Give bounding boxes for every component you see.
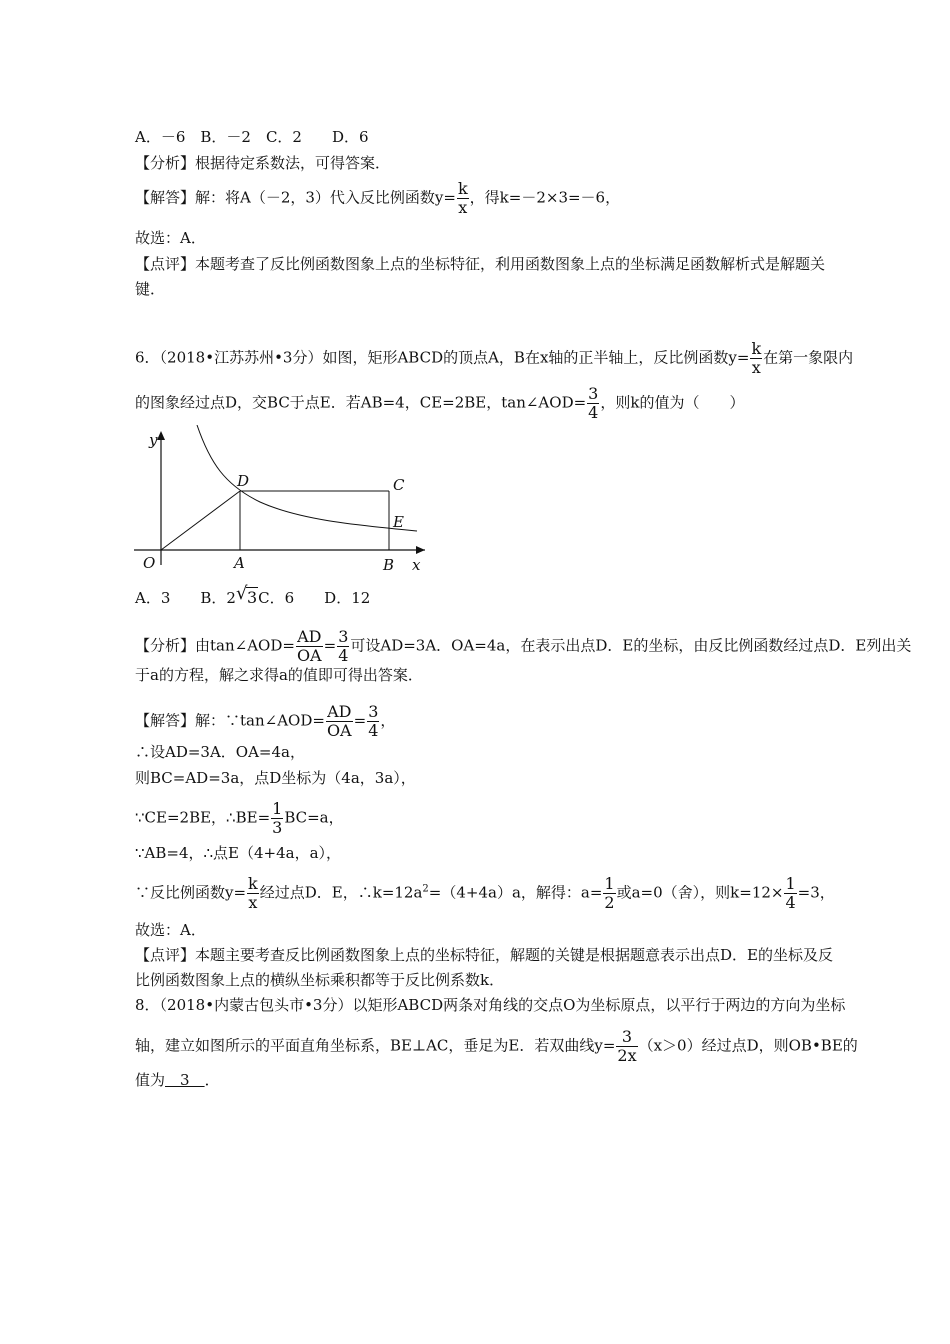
fraction-3-over-4: $\frac{3}{4}$: [338, 627, 349, 665]
q8-stem-line3: 值为 3 ．: [135, 1071, 220, 1089]
label-e: E: [393, 513, 404, 531]
fraction-3-over-4: $\frac{3}{4}$: [368, 702, 379, 740]
fraction-1-over-4: $\frac{1}{4}$: [785, 874, 796, 912]
segment-od: [161, 491, 240, 550]
q6-solution-line2: ∴设AD=3A．OA=4a，: [135, 743, 305, 761]
label-c: C: [393, 476, 405, 494]
prev-options: A．－6 B．－2 C．2 D．6: [135, 128, 369, 146]
prev-analysis: 【分析】根据待定系数法，可得答案．: [135, 154, 391, 172]
fraction-1-over-3: $\frac{1}{3}$: [272, 799, 283, 837]
label-y: y: [149, 431, 158, 449]
fraction-k-over-x: $\frac{k}{x}$: [751, 339, 762, 377]
sqrt-3: √ 3: [235, 583, 258, 607]
fraction-1-over-2: $\frac{1}{2}$: [604, 874, 615, 912]
q6-comment-line1: 【点评】本题主要考查反比例函数图象上点的坐标特征，解题的关键是根据题意表示出点D．E的坐标及反: [135, 946, 833, 964]
label-b: B: [383, 556, 395, 574]
x-axis-arrow-icon: [416, 546, 425, 554]
answer-blank: 3: [165, 1071, 205, 1089]
label-o: O: [143, 554, 156, 572]
fraction-ad-over-oa: $\frac{AD}{OA}$: [296, 627, 322, 665]
fraction-3-over-2x: $\frac{3}{2x}$: [617, 1027, 637, 1065]
q6-choose: 故选：A．: [135, 921, 206, 939]
q6-solution-line3: 则BC=AD=3a，点D坐标为（4a，3a），: [135, 769, 416, 787]
fraction-3-over-4: $\frac{3}{4}$: [588, 384, 599, 422]
label-a: A: [234, 554, 245, 572]
q6-comment-line2: 比例函数图象上点的横纵坐标乘积都等于反比例系数k．: [135, 971, 505, 989]
q6-solution-line1: 【解答】解：∵tan∠AOD= $\frac{AD}{OA}$ = $\frac{3}{4}$ ，: [135, 702, 396, 740]
fraction-ad-over-oa: $\frac{AD}{OA}$: [326, 702, 352, 740]
q6-analysis-line2: 于a的方程，解之求得a的值即可得出答案．: [135, 666, 423, 684]
label-d: D: [237, 472, 250, 490]
prev-comment-line1: 【点评】本题考查了反比例函数图象上点的坐标特征，利用函数图象上点的坐标满足函数解析式是解题关: [135, 255, 826, 273]
prev-choose: 故选：A．: [135, 229, 206, 247]
q6-analysis-line1: 【分析】由tan∠AOD= $\frac{AD}{OA}$ = $\frac{3}{4}$ 可设AD=3A．OA=4a，在表示出点D．E的坐标，由反比例函数经过点D．E列出关: [135, 627, 912, 665]
fraction-k-over-x: $\frac{k}{x}$: [457, 179, 468, 217]
q6-solution-line5: ∵AB=4，∴点E（4+4a，a），: [135, 844, 342, 862]
q6-figure: [125, 425, 435, 575]
y-axis-arrow-icon: [157, 431, 165, 440]
prev-comment-line2: 键．: [135, 280, 166, 298]
label-x: x: [412, 556, 421, 574]
q6-stem-line1: 6．（2018•江苏苏州•3分）如图，矩形ABCD的顶点A，B在x轴的正半轴上，反比例函数y= $\frac{k}{x}$ 在第一象限内: [135, 339, 854, 377]
fraction-k-over-x: $\frac{k}{x}$: [248, 874, 258, 912]
hyperbola-curve: [197, 425, 417, 531]
q6-stem-line2: 的图象经过点D，交BC于点E．若AB=4，CE=2BE，tan∠AOD= $\frac{3}{4}$ ，则k的值为（ ）: [135, 384, 745, 422]
q6-solution-line6: ∵反比例函数y= $\frac{k}{x}$ 经过点D．E，$\therefore k=12a^2=(4+4a)a$，解得：a= $\frac{1}{2}$ 或a=0（舍），则k=12× $\frac{1}{4}$ =3，: [135, 874, 835, 912]
q8-stem-line1: 8．（2018•内蒙古包头市•3分）以矩形ABCD两条对角线的交点O为坐标原点，以平行于两边的方向为坐标: [135, 996, 846, 1014]
prev-solution: 【解答】解：将A（－2，3）代入反比例函数y= $\frac{k}{x}$ ，得k=－2×3=－6，: [135, 179, 621, 217]
q8-stem-line2: 轴，建立如图所示的平面直角坐标系，BE⊥AC，垂足为E．若双曲线y= $\frac{3}{2x}$ （x＞0）经过点D，则OB•BE的: [135, 1027, 858, 1065]
q6-solution-line4: ∵CE=2BE，∴BE= $\frac{1}{3}$ BC=a，: [135, 799, 344, 837]
q6-options: A．3 B．2 √ 3C．6 D．12: [135, 583, 371, 607]
